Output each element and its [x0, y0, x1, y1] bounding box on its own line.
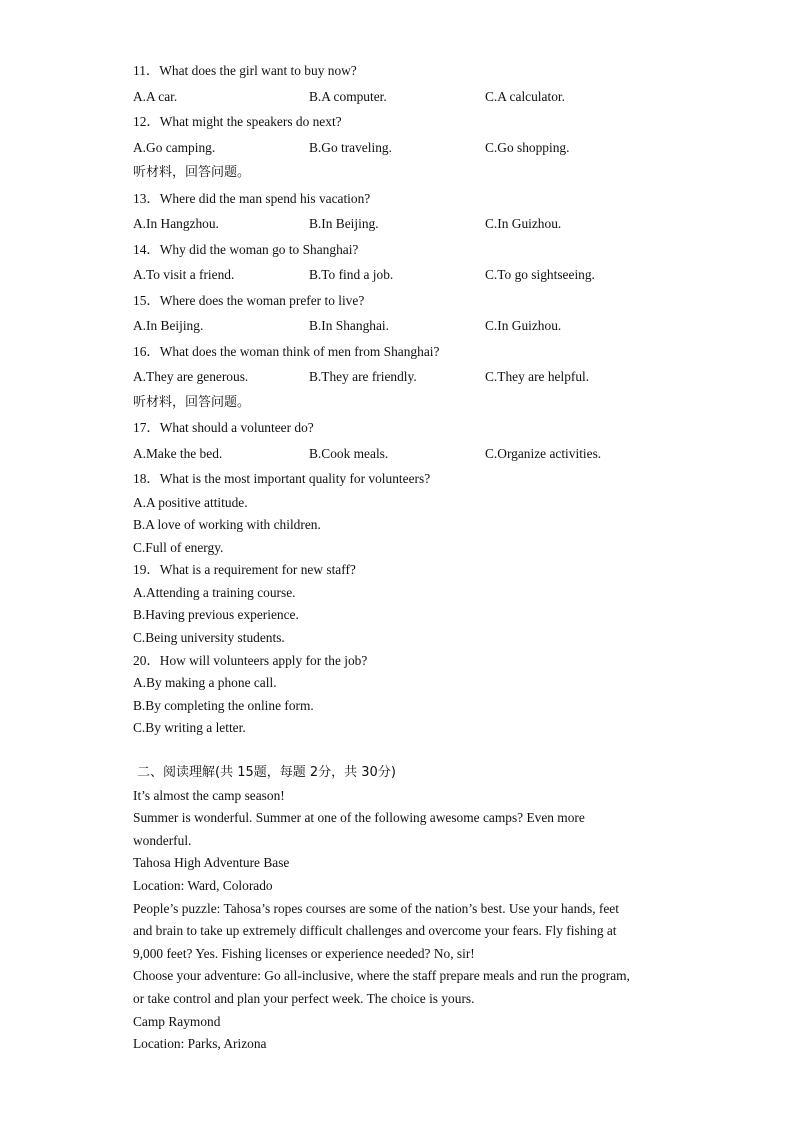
- passage-line: Summer is wonderful. Summer at one of the following awesome camps? Even more: [133, 810, 585, 826]
- option-a: A.Make the bed.: [133, 445, 223, 461]
- option-b: B.A love of working with children.: [133, 517, 321, 533]
- camp-name: Camp Raymond: [133, 1013, 221, 1029]
- question-stem: 18．What is the most important quality for volunteers?: [133, 471, 431, 486]
- question-stem: 16．What does the woman think of men from Shanghai?: [133, 343, 440, 359]
- listening-instruction: 听材料，回答问题。: [133, 165, 251, 180]
- option-row: [133, 441, 693, 467]
- option-row: [133, 364, 693, 390]
- question-stem: 11．What does the girl want to buy now?: [133, 63, 357, 78]
- document-page: [133, 58, 693, 1056]
- section-title: 二、阅读理解(共 15题，每题 2分，共 30分): [137, 765, 396, 781]
- question-stem: 20．How will volunteers apply for the job?: [133, 652, 368, 668]
- passage-line: Choose your adventure: Go all-inclusive, where the staff prepare meals and run the program,: [133, 968, 630, 984]
- option-b: B.Cook meals.: [309, 445, 389, 461]
- option-c: C.By writing a letter.: [133, 720, 246, 736]
- option-row: [133, 313, 693, 339]
- option-row: [133, 262, 693, 288]
- option-b: B.In Shanghai.: [309, 318, 389, 333]
- question-stem: 12．What might the speakers do next?: [133, 114, 342, 129]
- question-stem: 14．Why did the woman go to Shanghai?: [133, 241, 359, 257]
- passage-line: wonderful.: [133, 832, 192, 848]
- option-b: B.A computer.: [309, 88, 387, 104]
- option-b: B.Go traveling.: [309, 139, 392, 155]
- option-a: A.In Hangzhou.: [133, 216, 219, 231]
- passage-line: It’s almost the camp season!: [133, 787, 285, 803]
- option-c: C.A calculator.: [485, 88, 565, 104]
- question-stem: 17．What should a volunteer do?: [133, 420, 314, 435]
- camp-location: Location: Ward, Colorado: [133, 878, 273, 893]
- option-a: A.In Beijing.: [133, 318, 204, 333]
- passage-line: and brain to take up extremely difficult challenges and overcome your fears. Fly fishing at: [133, 923, 617, 939]
- option-c: C.Go shopping.: [485, 139, 570, 155]
- question-stem: 15．Where does the woman prefer to live?: [133, 292, 365, 308]
- option-a: A.A positive attitude.: [133, 494, 248, 510]
- option-c: C.Being university students.: [133, 630, 285, 646]
- passage-line: or take control and plan your perfect week. The choice is yours.: [133, 990, 475, 1006]
- option-c: C.Organize activities.: [485, 445, 602, 461]
- option-b: B.To find a job.: [309, 267, 394, 282]
- option-c: C.Full of energy.: [133, 539, 224, 555]
- camp-name: Tahosa High Adventure Base: [133, 855, 290, 871]
- option-a: A.Go camping.: [133, 139, 216, 155]
- passage-line: People’s puzzle: Tahosa’s ropes courses are some of the nation’s best. Use your hands, feet: [133, 900, 619, 916]
- question-stem: 19．What is a requirement for new staff?: [133, 562, 356, 578]
- option-row: [133, 135, 693, 161]
- option-a: A.A car.: [133, 88, 178, 104]
- option-c: C.They are helpful.: [485, 369, 590, 384]
- question-stem: 13．Where did the man spend his vacation?: [133, 190, 371, 206]
- passage-line: 9,000 feet? Yes. Fishing licenses or experience needed? No, sir!: [133, 945, 475, 961]
- option-a: A.They are generous.: [133, 369, 249, 384]
- option-row: [133, 84, 693, 110]
- option-a: A.To visit a friend.: [133, 267, 235, 282]
- option-b: B.Having previous experience.: [133, 607, 299, 623]
- option-b: B.In Beijing.: [309, 216, 379, 231]
- option-a: A.By making a phone call.: [133, 675, 277, 691]
- option-c: C.To go sightseeing.: [485, 267, 595, 282]
- option-b: B.By completing the online form.: [133, 697, 314, 713]
- option-c: C.In Guizhou.: [485, 216, 562, 231]
- camp-location: Location: Parks, Arizona: [133, 1036, 267, 1052]
- option-c: C.In Guizhou.: [485, 318, 562, 333]
- section-gap: [133, 740, 693, 762]
- option-b: B.They are friendly.: [309, 369, 417, 384]
- listening-instruction: 听材料，回答问题。: [133, 394, 251, 410]
- option-a: A.Attending a training course.: [133, 584, 296, 600]
- option-row: [133, 211, 693, 237]
